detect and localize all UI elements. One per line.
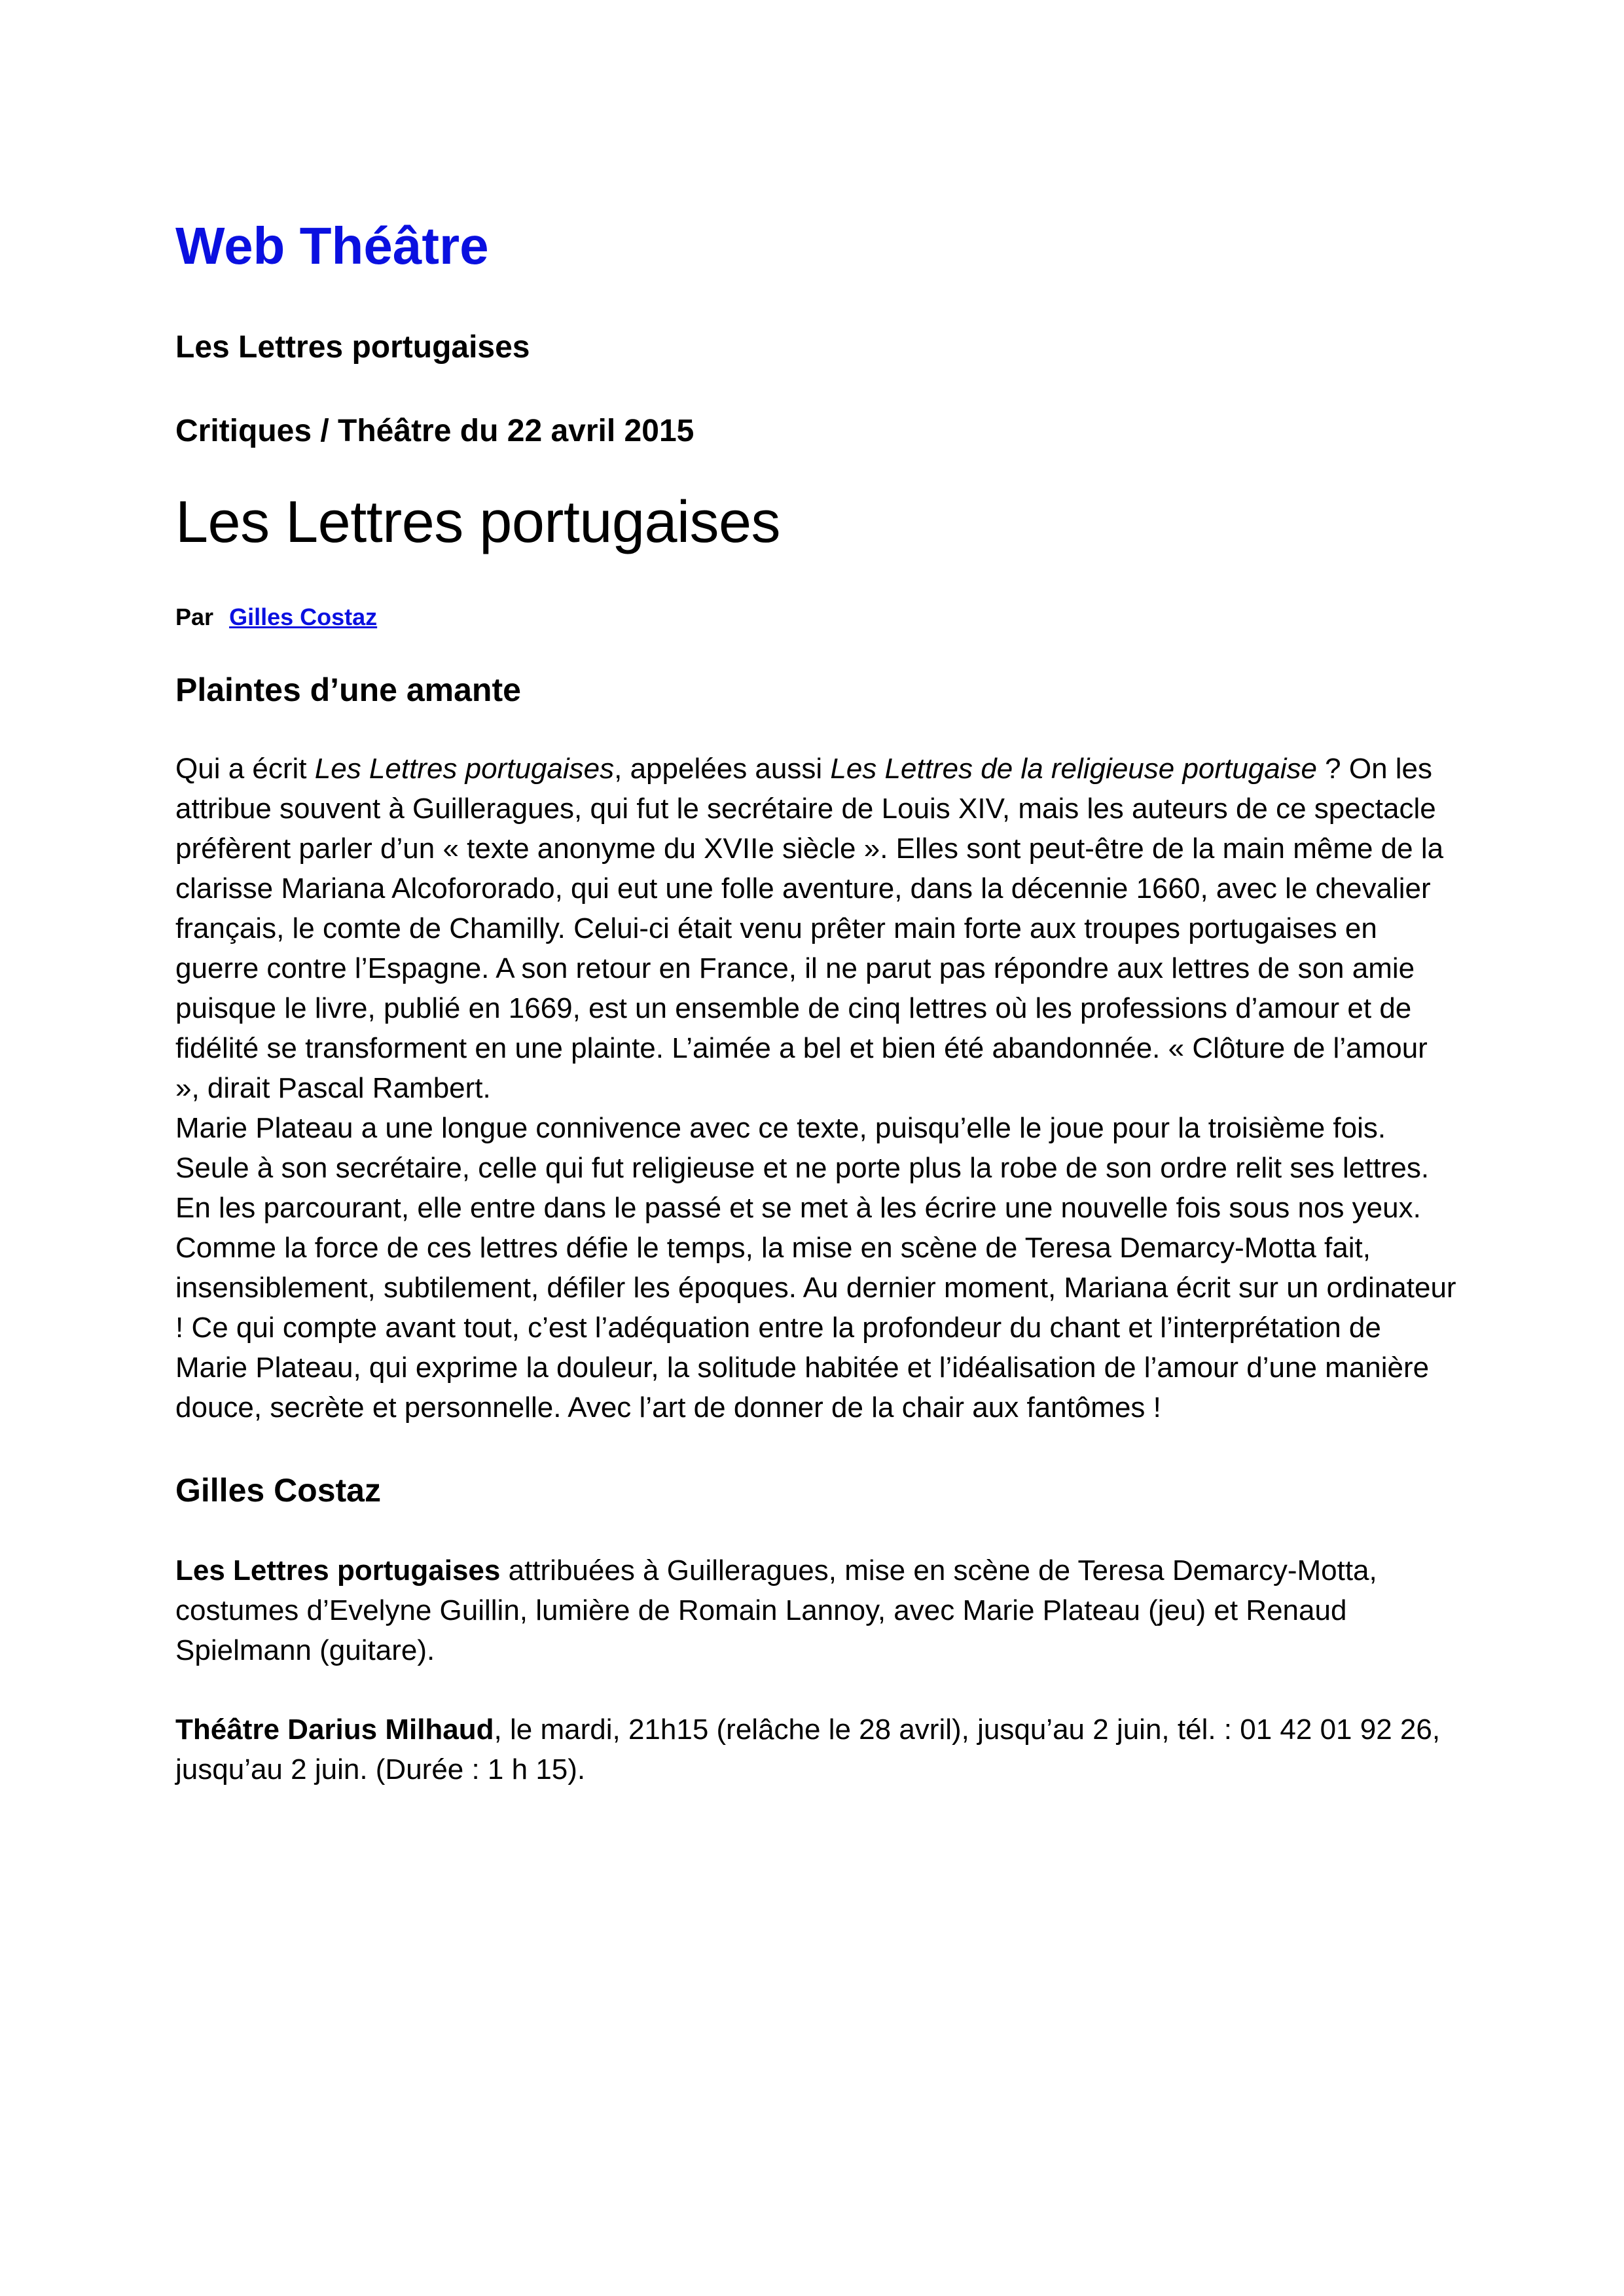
venue-details-text: , le mardi, 21h15 (relâche le 28 avril), jusqu’au 2 juin, tél. : 01 42 01 92 26, jusqu’au 2 juin. (Durée : 1 h 15). xyxy=(175,1713,1441,1785)
article-kicker: Les Lettres portugaises xyxy=(175,330,530,365)
p1-title-italic-1: Les Lettres portugaises xyxy=(314,752,615,785)
article-subtitle: Plaintes d’une amante xyxy=(175,671,521,708)
show-credits-text: attribuées à Guilleragues, mise en scène de Teresa Demarcy-Motta, costumes d’Evelyne Guillin, lumière de Romain Lannoy, avec Marie Plateau (jeu) et Renaud Spielmann (guitare). xyxy=(175,1554,1377,1666)
article-paragraph-2: Marie Plateau a une longue connivence avec ce texte, puisqu’elle le joue pour la troisième fois. Seule à son secrétaire, celle qui fut religieuse et ne porte plus la robe de son ordre relit ses lettres. En les parcourant, elle entre dans le passé et se met à les écrire une nouvelle fois sous nos yeux. Comme la force de ces lettres défie le temps, la mise en scène de Teresa Demarcy-Motta fait, insensiblement, subtilement, défiler les époques. Au dernier moment, Mariana écrit sur un ordinateur ! Ce qui compte avant tout, c’est l’adéquation entre la profondeur du chant et l’interprétation de Marie Plateau, qui exprime la douleur, la solitude habitée et l’idéalisation de l’amour d’une manière douce, secrète et personnelle. Avec l’art de donner de la chair aux fantômes ! xyxy=(175,1111,1456,1424)
venue-name-bold: Théâtre Darius Milhaud xyxy=(175,1713,494,1746)
article-title: Les Lettres portugaises xyxy=(175,490,781,556)
show-credits xyxy=(175,1551,1458,1670)
section-date-line: Critiques / Théâtre du 22 avril 2015 xyxy=(175,413,695,448)
site-title: Web Théâtre xyxy=(175,217,489,275)
article-paragraph-1 xyxy=(175,749,1458,1108)
author-link[interactable]: Gilles Costaz xyxy=(229,603,378,630)
document-page xyxy=(175,216,1458,1829)
p1-text-a: Qui a écrit xyxy=(175,752,315,785)
p1-text-c: , appelées aussi xyxy=(614,752,831,785)
p1-title-italic-2: Les Lettres de la religieuse portugaise xyxy=(830,752,1317,785)
p1-text-e: ? On les attribue souvent à Guilleragues, qui fut le secrétaire de Louis XIV, mais les auteurs de ce spectacle préfèrent parler d’un « texte anonyme du XVIIe siècle ». Elles sont peut-être de la main même de la clarisse Mariana Alcofororado, qui eut une folle aventure, dans la décennie 1660, avec le chevalier français, le comte de Chamilly. Celui-ci était venu prêter main forte aux troupes portugaises en guerre contre l’Espagne. A son retour en France, il ne parut pas répondre aux lettres de son amie puisque le livre, publié en 1669, est un ensemble de cinq lettres où les professions d’amour et de fidélité se transforment en une plainte. L’aimée a bel et bien été abandonnée. « Clôture de l’amour », dirait Pascal Rambert. xyxy=(175,752,1444,1104)
author-signature: Gilles Costaz xyxy=(175,1471,381,1509)
byline-prefix: Par xyxy=(175,603,214,630)
show-title-bold: Les Lettres portugaises xyxy=(175,1554,501,1587)
venue-info xyxy=(175,1710,1458,1789)
byline xyxy=(175,603,1458,631)
